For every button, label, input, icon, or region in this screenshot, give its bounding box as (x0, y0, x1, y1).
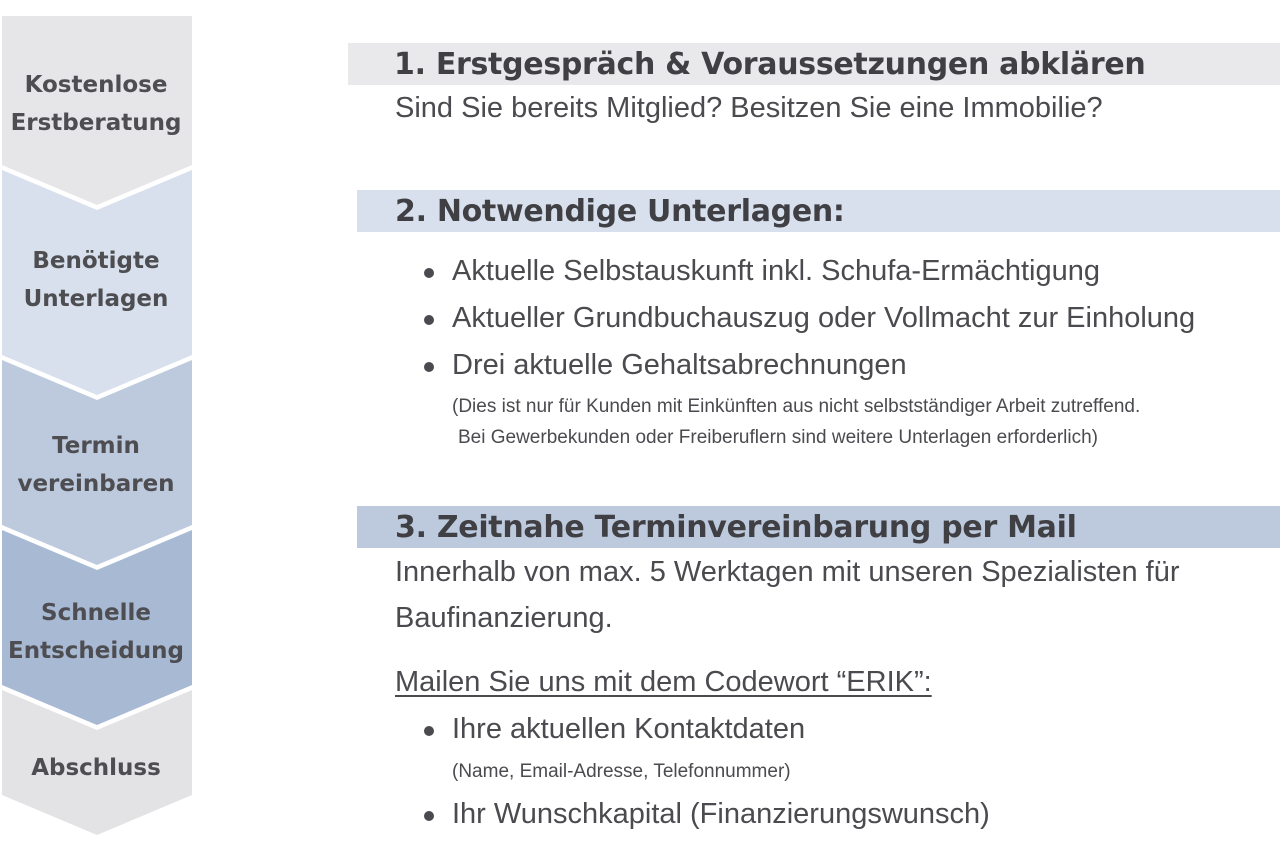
list-item: Ihr Wunschkapital (Finanzierungswunsch) (452, 798, 990, 830)
section-2-note-line-1: (Dies ist nur für Kunden mit Einkünften aus nicht selbstständiger Arbeit zutreffend. (452, 396, 1141, 417)
bullet-icon (424, 315, 434, 325)
step-1-line-1: Kostenlose (24, 72, 168, 98)
step-2-line-2: Unterlagen (23, 286, 169, 312)
section-3-text-line-2: Baufinanzierung. (395, 602, 613, 634)
bullet-icon (424, 726, 434, 736)
step-label-kostenlose-erstberatung (0, 66, 192, 142)
step-5-line-1: Abschluss (31, 755, 161, 781)
step-2-line-1: Benötigte (32, 248, 160, 274)
step-label-schnelle-entscheidung (0, 594, 192, 670)
step-3-line-1: Termin (52, 433, 140, 459)
section-1-text: Sind Sie bereits Mitglied? Besitzen Sie eine Immobilie? (395, 92, 1103, 124)
list-item: Aktueller Grundbuchauszug oder Vollmacht zur Einholung (452, 302, 1196, 334)
step-4-line-2: Entscheidung (8, 638, 184, 664)
bullet-icon (424, 268, 434, 278)
list-item-note: (Name, Email-Adresse, Telefonnummer) (452, 761, 791, 782)
list-item: Ihre aktuellen Kontaktdaten (452, 713, 806, 745)
mail-prompt: Mailen Sie uns mit dem Codewort “ERIK”: (395, 666, 932, 698)
bullet-icon (424, 362, 434, 372)
section-3-text-line-1: Innerhalb von max. 5 Werktagen mit unseren Spezialisten für (395, 556, 1180, 588)
step-label-benoetigte-unterlagen (0, 242, 192, 318)
step-label-termin-vereinbaren (0, 427, 192, 503)
section-2-heading: 2. Notwendige Unterlagen: (357, 190, 1280, 232)
section-1-heading: 1. Erstgespräch & Voraussetzungen abklären (348, 43, 1280, 85)
list-item: Drei aktuelle Gehaltsabrechnungen (452, 349, 907, 381)
bullet-icon (424, 811, 434, 821)
step-1-line-2: Erstberatung (10, 110, 182, 136)
list-item: Aktuelle Selbstauskunft inkl. Schufa-Ermächtigung (452, 255, 1101, 287)
section-3-heading: 3. Zeitnahe Terminvereinbarung per Mail (357, 506, 1280, 548)
step-4-line-1: Schnelle (41, 600, 151, 626)
step-label-abschluss (0, 749, 192, 787)
section-2-note-line-2: Bei Gewerbekunden oder Freiberuflern sind weitere Unterlagen erforderlich) (458, 427, 1098, 448)
step-3-line-2: vereinbaren (17, 471, 175, 497)
